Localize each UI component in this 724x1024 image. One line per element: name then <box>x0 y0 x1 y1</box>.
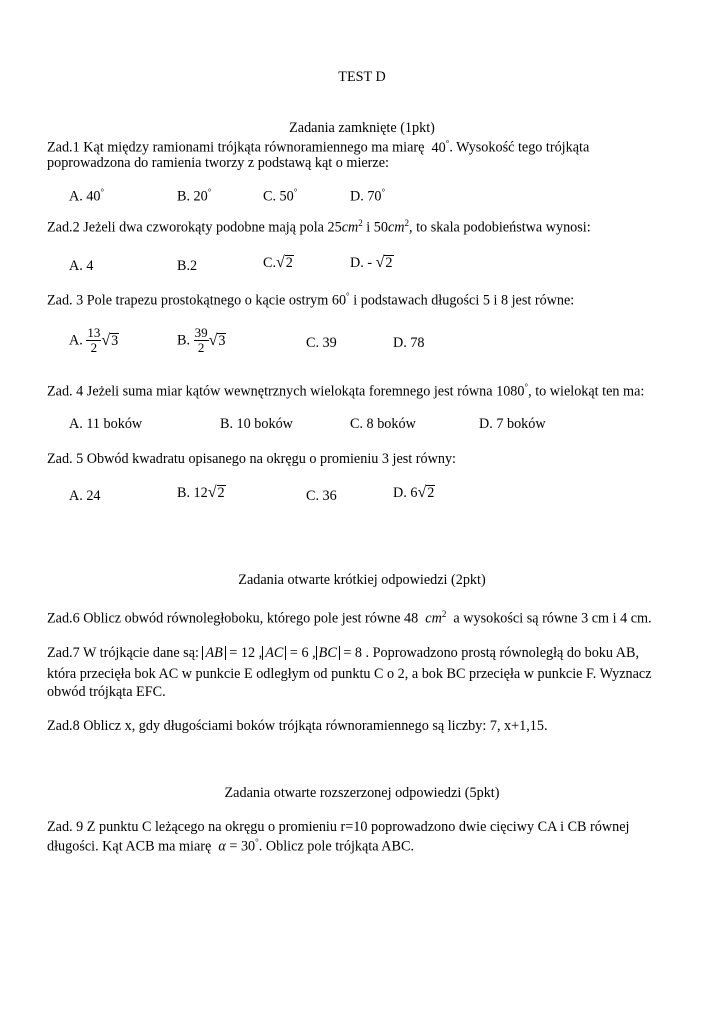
q1-line1 <box>47 139 589 155</box>
q5-question: Zad. 5 Obwód kwadratu opisanego na okręgu o promieniu 3 jest równy: <box>47 451 456 467</box>
q3-option-d: D. 78 <box>393 335 425 351</box>
q1-angle: 40° <box>431 138 450 156</box>
sqrt-icon: √3 <box>101 331 119 349</box>
q4-question: Zad. 4 Jeżeli suma miar kątów wewnętrznych wielokąta foremnego jest równa 1080°, to wielokąt ten ma: <box>47 382 645 400</box>
q3-question: Zad. 3 Pole trapezu prostokątnego o kącie ostrym 60° i podstawach długości 5 i 8 jest równe: <box>47 291 575 309</box>
q1-option-c: C. 50° <box>263 187 298 205</box>
sqrt-icon: √3 <box>208 331 226 349</box>
q1-text-end: . Wysokość tego trójkąta <box>449 139 590 156</box>
q4-option-d: D. 7 boków <box>479 416 546 432</box>
sqrt-icon: √2 <box>276 254 293 271</box>
q9-line1: Zad. 9 Z punktu C leżącego na okręgu o promieniu r=10 poprowadzono dwie cięciwy CA i CB równej <box>47 819 630 835</box>
section-extended-heading: Zadania otwarte rozszerzonej odpowiedzi (5pkt) <box>224 785 500 801</box>
q2-option-a: A. 4 <box>69 258 94 274</box>
q5-option-d: D. 6√2 <box>393 484 435 501</box>
q4-option-a: A. 11 boków <box>69 416 143 432</box>
q9-line2: długości. Kąt ACB ma miarę α = 30°. Oblicz pole trójkąta ABC. <box>47 837 415 855</box>
q5-option-b: B. 12√2 <box>177 484 225 501</box>
q1-option-a: A. 40° <box>69 187 105 205</box>
q8-question: Zad.8 Oblicz x, gdy długościami boków trójkąta równoramiennego są liczby: 7, x+1,15. <box>47 718 548 734</box>
sqrt-icon: √2 <box>207 484 225 501</box>
q1-text: Zad.1 Kąt między ramionami trójkąta równoramiennego ma miarę <box>47 139 425 156</box>
q5-option-c: C. 36 <box>306 488 337 504</box>
sqrt-icon: √2 <box>417 484 435 501</box>
q7-line1: Zad.7 W trójkącie dane są: AB = 12 , AC = 6 , BC = 8 . Poprowadzono prostą równoległą do boku AB, <box>47 645 640 661</box>
q5-option-a: A. 24 <box>69 488 101 504</box>
q3-option-c: C. 39 <box>306 335 337 351</box>
q1-line2: poprowadzona do ramienia tworzy z podstawą kąt o mierze: <box>47 155 389 171</box>
q1-option-b: B. 20° <box>177 187 212 205</box>
q7-line3: obwód trójkąta EFC. <box>47 684 166 700</box>
q2-option-c: C.√2 <box>263 254 293 271</box>
page-title: TEST D <box>338 69 386 85</box>
section-short-heading: Zadania otwarte krótkiej odpowiedzi (2pkt) <box>238 572 486 588</box>
q1-option-d: D. 70° <box>350 187 386 205</box>
q7-line2: która przecięła bok AC w punkcie E odległym od punktu C o 2, a bok BC przecięła w punkcie F. Wyznacz <box>47 666 652 682</box>
q2-option-b: B.2 <box>177 258 198 274</box>
q4-option-c: C. 8 boków <box>350 416 416 432</box>
q6-question: Zad.6 Oblicz obwód równoległoboku, którego pole jest równe 48 $cm^2$ a wysokości są równe 3 cm i 4 cm. <box>47 609 652 627</box>
q2-question: Zad.2 Jeżeli dwa czworokąty podobne mają pola $25cm^2$ i $50cm^2$, to skala podobieństwa wynosi: <box>47 218 591 236</box>
q2-option-d: D. - √2 <box>350 254 393 271</box>
sqrt-icon: √2 <box>375 254 393 271</box>
q4-option-b: B. 10 boków <box>220 416 293 432</box>
section-closed-heading: Zadania zamknięte (1pkt) <box>289 120 435 136</box>
q3-option-b: B. $\frac{39}{2}$ √3 <box>177 325 226 356</box>
q3-option-a: A. $\frac{13}{2}$ √3 <box>69 325 119 356</box>
q3-fraction-b: $\frac{39}{2}$ <box>194 325 208 356</box>
q3-fraction-a: $\frac{13}{2}$ <box>87 325 101 356</box>
